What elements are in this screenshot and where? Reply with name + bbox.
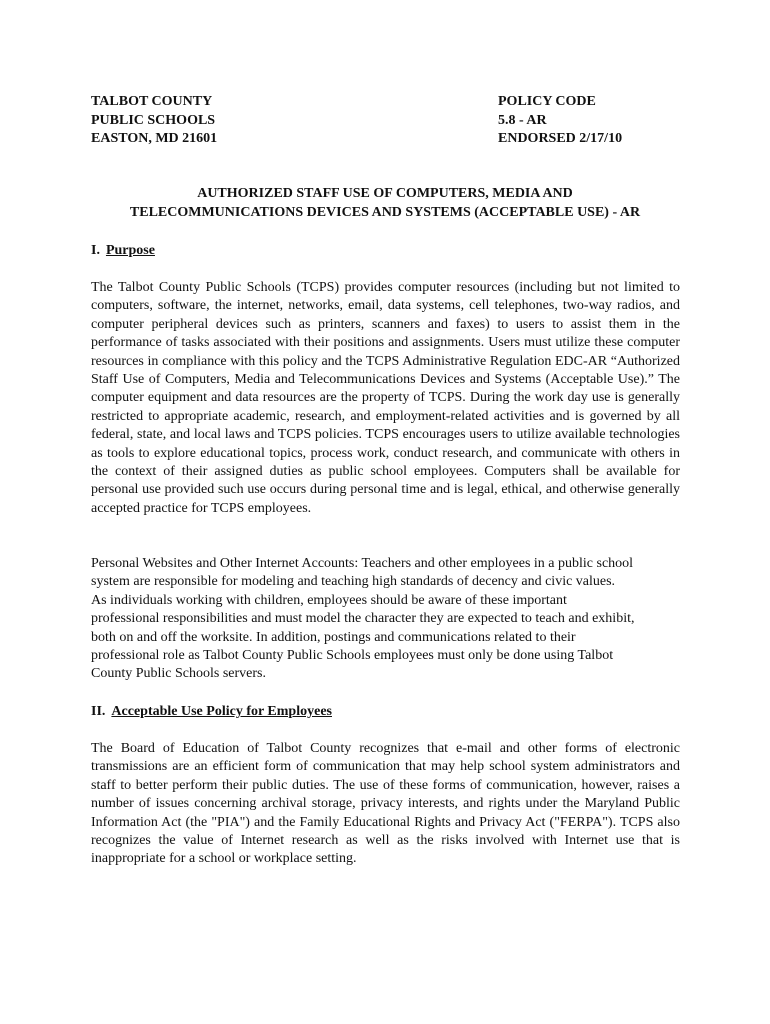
section-2-number: II. — [91, 704, 106, 719]
acceptable-use-paragraph-1: The Board of Education of Talbot County recognizes that e-mail and other forms of electronic transmissions are an efficient form of communication that may help school system administrators and staff to better perform their public duties. The use of these forms of communication, however, raises a number of issues concerning archival storage, privacy interests, and rights under the Maryland Public Information Act (the "PIA") and the Family Educational Rights and Privacy Act ("FERPA"). TCPS also recognizes the value of Internet research as well as the risks involved with Internet use that is inappropriate for a school or workplace setting. — [91, 741, 680, 867]
district-address-block — [91, 93, 217, 149]
title-line-1: AUTHORIZED STAFF USE OF COMPUTERS, MEDIA AND — [197, 186, 573, 201]
paragraph-line: system are responsible for modeling and teaching high standards of decency and civic values. — [91, 574, 616, 590]
title-line-2: TELECOMMUNICATIONS DEVICES AND SYSTEMS (ACCEPTABLE USE) - AR — [129, 204, 641, 220]
paragraph-line: both on and off the worksite. In addition, postings and communications related to their — [91, 629, 576, 645]
paragraph-line: Personal Websites and Other Internet Accounts: Teachers and other employees in a public school — [91, 556, 634, 571]
section-1-number: I. — [91, 243, 100, 258]
policy-code-block — [498, 93, 622, 149]
district-name-line: TALBOT COUNTY — [91, 94, 213, 109]
paragraph-line: As individuals working with children, employees should be aware of these important — [91, 592, 567, 608]
paragraph-line: County Public Schools servers. — [91, 666, 266, 682]
section-1-label: Purpose — [105, 243, 155, 258]
purpose-paragraph-1: The Talbot County Public Schools (TCPS) provides computer resources (including but not limited to computers, software, the internet, networks, email, data systems, cell telephones, two-way radios, and computer peripheral devices such as printers, scanners and faxes) to users to assist them in the performance of tasks associated with their positions and assignments. Users must utilize these computer resources in compliance with this policy and the TCPS Administrative Regulation EDC-AR “Authorized Staff Use of Computers, Media and Telecommunications Devices and Systems (Acceptable Use).” The computer equipment and data resources are the property of TCPS. During the work day use is generally restricted to appropriate academic, research, and employment-related activities and is governed by all federal, state, and local laws and TCPS policies. TCPS encourages users to utilize available technologies as tools to explore educational topics, process work, conduct research, and communicate with others in the context of their assigned duties as public school employees. Computers shall be available for personal use provided such use occurs during personal time and is legal, ethical, and otherwise generally accepted practice for TCPS employees. — [91, 280, 680, 516]
policy-code-value: 5.8 - AR — [498, 112, 547, 128]
section-2-heading — [91, 703, 332, 721]
policy-code-label: POLICY CODE — [498, 94, 596, 109]
paragraph-line: professional role as Talbot County Public Schools employees must only be done using Talbot — [91, 648, 614, 664]
section-1-heading — [91, 242, 155, 260]
purpose-paragraph-2 — [91, 555, 680, 684]
district-city-line: EASTON, MD 21601 — [91, 131, 218, 146]
section-2-label: Acceptable Use Policy for Employees — [111, 704, 332, 719]
paragraph-line: professional responsibilities and must model the character they are expected to teach and exhibit, — [91, 611, 635, 627]
district-type-line: PUBLIC SCHOOLS — [91, 112, 216, 128]
endorsed-date: ENDORSED 2/17/10 — [498, 131, 623, 146]
document-title — [60, 185, 710, 222]
